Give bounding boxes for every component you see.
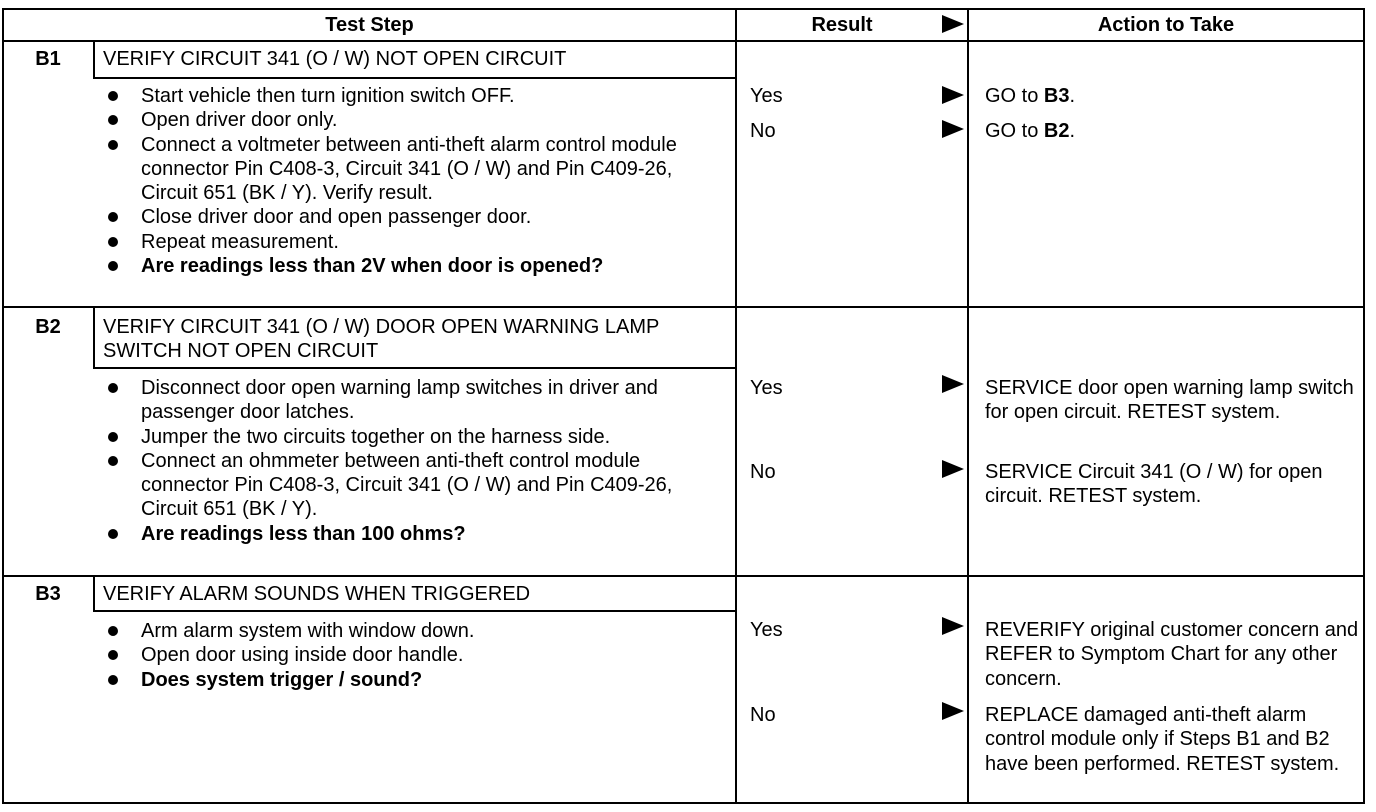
right-triangle-icon bbox=[942, 617, 964, 635]
action-text: GO to B3. bbox=[985, 85, 1076, 107]
table-border-left bbox=[2, 8, 4, 804]
right-triangle-icon bbox=[942, 460, 964, 478]
right-triangle-icon bbox=[942, 375, 964, 393]
result-no: No bbox=[750, 461, 776, 483]
result-no: No bbox=[750, 704, 776, 726]
list-item: Start vehicle then turn ignition switch OFF. bbox=[95, 84, 701, 108]
action-text: SERVICE door open warning lamp switch for open circuit. RETEST system. bbox=[985, 377, 1354, 424]
step-title: VERIFY CIRCUIT 341 (O / W) NOT OPEN CIRCUIT bbox=[103, 48, 567, 70]
header-divider bbox=[2, 40, 1365, 42]
result-yes: Yes bbox=[750, 619, 783, 641]
bullet-icon bbox=[108, 529, 118, 539]
table-border-top bbox=[2, 8, 1365, 10]
list-item: Open driver door only. bbox=[95, 108, 701, 132]
bullet-icon bbox=[108, 115, 118, 125]
result-column-divider bbox=[735, 8, 737, 804]
action-text: REPLACE damaged anti-theft alarm control module only if Steps B1 and B2 have been performed. RETEST system. bbox=[985, 704, 1340, 775]
step-id: B2 bbox=[35, 316, 61, 338]
list-item: Connect a voltmeter between anti-theft alarm control module connector Pin C408-3, Circuit 341 (O / W) and Pin C409-26, Circuit 651 (BK / Y). Verify result. bbox=[95, 133, 701, 206]
list-item: Disconnect door open warning lamp switches in driver and passenger door latches. bbox=[95, 376, 701, 425]
b3-title-divider bbox=[95, 610, 736, 612]
row-divider-b2 bbox=[2, 306, 1365, 308]
header-test-step: Test Step bbox=[325, 14, 414, 36]
step-instructions bbox=[95, 84, 701, 278]
bullet-icon bbox=[108, 261, 118, 271]
bullet-icon bbox=[108, 383, 118, 393]
right-triangle-icon bbox=[942, 702, 964, 720]
table-border-bottom bbox=[2, 802, 1365, 804]
action-text: SERVICE Circuit 341 (O / W) for open circuit. RETEST system. bbox=[985, 461, 1323, 508]
list-item: Jumper the two circuits together on the harness side. bbox=[95, 425, 701, 449]
action-text: REVERIFY original customer concern and REFER to Symptom Chart for any other concern. bbox=[985, 619, 1359, 690]
bullet-icon bbox=[108, 675, 118, 685]
row-divider-b3 bbox=[2, 575, 1365, 577]
list-item-question: Are readings less than 100 ohms? bbox=[95, 522, 701, 546]
list-item: Close driver door and open passenger door. bbox=[95, 205, 701, 229]
list-item-question: Does system trigger / sound? bbox=[95, 668, 701, 692]
right-triangle-icon bbox=[942, 15, 964, 33]
list-item: Arm alarm system with window down. bbox=[95, 619, 701, 643]
id-column-divider-b3 bbox=[93, 575, 95, 612]
header-action: Action to Take bbox=[1097, 14, 1235, 36]
id-column-divider-b2 bbox=[93, 306, 95, 369]
step-instructions bbox=[95, 376, 701, 546]
list-item-question: Are readings less than 2V when door is opened? bbox=[95, 254, 701, 278]
step-title: VERIFY CIRCUIT 341 (O / W) DOOR OPEN WARNING LAMP SWITCH NOT OPEN CIRCUIT bbox=[103, 316, 660, 362]
bullet-icon bbox=[108, 212, 118, 222]
action-column-divider bbox=[967, 8, 969, 804]
bullet-icon bbox=[108, 626, 118, 636]
step-instructions bbox=[95, 619, 701, 692]
b1-title-divider bbox=[95, 77, 736, 79]
bullet-icon bbox=[108, 456, 118, 466]
step-id: B3 bbox=[35, 583, 61, 605]
bullet-icon bbox=[108, 650, 118, 660]
result-yes: Yes bbox=[750, 85, 783, 107]
b2-title-divider bbox=[95, 367, 736, 369]
step-title: VERIFY ALARM SOUNDS WHEN TRIGGERED bbox=[103, 583, 531, 605]
bullet-icon bbox=[108, 237, 118, 247]
id-column-divider-b1 bbox=[93, 40, 95, 79]
list-item: Repeat measurement. bbox=[95, 230, 701, 254]
table-border-right bbox=[1363, 8, 1365, 804]
list-item: Open door using inside door handle. bbox=[95, 643, 701, 667]
bullet-icon bbox=[108, 91, 118, 101]
step-id: B1 bbox=[35, 48, 61, 70]
list-item: Connect an ohmmeter between anti-theft control module connector Pin C408-3, Circuit 341 (O / W) and Pin C409-26, Circuit 651 (BK / Y). bbox=[95, 449, 701, 522]
right-triangle-icon bbox=[942, 86, 964, 104]
action-text: GO to B2. bbox=[985, 120, 1076, 142]
header-result: Result bbox=[811, 14, 873, 36]
result-no: No bbox=[750, 120, 776, 142]
bullet-icon bbox=[108, 140, 118, 150]
bullet-icon bbox=[108, 432, 118, 442]
right-triangle-icon bbox=[942, 120, 964, 138]
result-yes: Yes bbox=[750, 377, 783, 399]
